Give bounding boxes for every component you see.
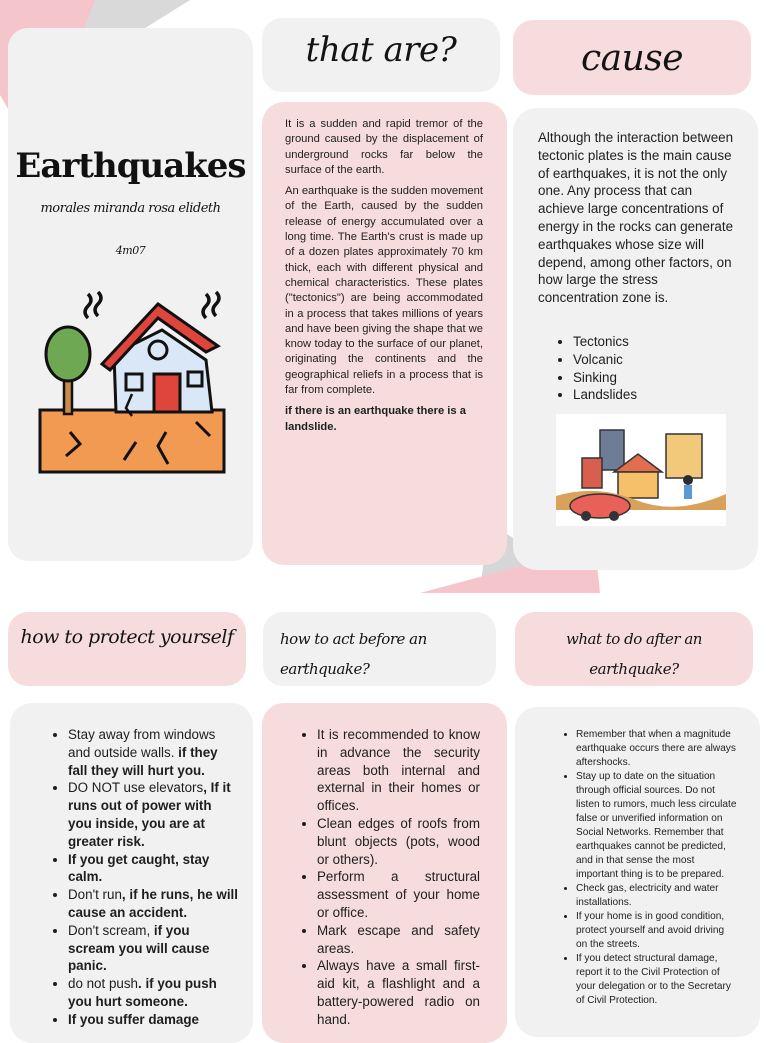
item-emphasis: if you scream you will cause panic. — [68, 922, 210, 974]
protect-list — [48, 726, 238, 1029]
protect-list-item — [68, 975, 238, 1011]
item-emphasis: , if he runs, he will cause an accident. — [68, 887, 238, 920]
protect-list-item — [68, 886, 238, 922]
before-list-item: • Perform a structural assessment of your home or office. — [317, 868, 480, 921]
cause-list-item: • Tectonics — [573, 333, 733, 351]
after-list-item: • If your home is in good condition, protect yourself and avoid driving on the streets. — [576, 910, 738, 952]
after-list-item: • Stay up to date on the situation through official sources. Do not listen to rumors, much less circulate false or unverified information on Social Networks. Remember that earthquakes cannot be predicted, and in that sense the most important thing is to be prepared. — [576, 770, 738, 882]
item-emphasis: If you suffer damage — [68, 1011, 199, 1027]
protect-heading: how to protect yourself — [20, 626, 234, 648]
after-heading-line-1: what to do after an — [566, 630, 702, 648]
protect-list-item — [68, 851, 238, 887]
what-are-text — [285, 117, 483, 441]
before-heading — [280, 624, 480, 684]
item-text: Stay away from windows and outside walls. — [68, 727, 216, 760]
item-emphasis: . if you push you hurt someone. — [68, 976, 217, 1009]
after-heading-line-2: earthquake? — [589, 660, 679, 678]
page-title: Earthquakes — [15, 146, 246, 186]
house-earthquake-illustration — [36, 282, 236, 482]
before-list — [297, 726, 480, 1029]
protect-list-item — [68, 922, 238, 975]
item-emphasis: If you get caught, stay calm. — [68, 851, 210, 885]
before-list-item: • Always have a small first-aid kit, a flashlight and a battery-powered radio on hand. — [317, 957, 480, 1028]
group-label: 4m07 — [115, 244, 146, 257]
before-list-item: • It is recommended to know in advance the security areas both internal and external in their homes or offices. — [317, 726, 480, 815]
after-list-item: • Check gas, electricity and water installations. — [576, 882, 738, 910]
what-are-paragraph-2: An earthquake is the sudden movement of the Earth, caused by the sudden release of energy accumulated over a long time. The Earth's crust is made up of a dozen plates approximately 70 km thick, each with different physical and chemical characteristics. These plates ("tectonics") are being accommodated in a process that takes millions of years and have been giving the shape that we know today to the surface of our planet, originating the continents and the geographical reliefs in a process that is far from complete. — [285, 185, 483, 397]
after-list — [560, 728, 738, 1008]
before-list-item: • Mark escape and safety areas. — [317, 922, 480, 958]
before-list-item: • Clean edges of roofs from blunt objects (pots, wood or others). — [317, 815, 480, 868]
city-damage-illustration — [556, 414, 726, 526]
item-emphasis: , If it runs out of power with you inside, you are at greater risk. — [68, 780, 231, 849]
before-heading-line-1: how to act before an — [280, 630, 427, 648]
protect-heading-box — [8, 612, 246, 686]
cause-list — [553, 333, 733, 404]
cause-list-item: • Sinking — [573, 369, 733, 387]
what-are-paragraph-3: if there is an earthquake there is a landslide. — [285, 405, 466, 433]
cause-list-item: • Landslides — [573, 386, 733, 404]
author-name: morales miranda rosa elideth — [40, 201, 221, 216]
before-heading-line-2: earthquake? — [280, 660, 370, 678]
after-list-item: • If you detect structural damage, report it to the Civil Protection of your delegation or to the Secretary of Civil Protection. — [576, 952, 738, 1008]
what-are-paragraph-1: It is a sudden and rapid tremor of the ground caused by the displacement of underground rocks far below the surface of the earth. — [285, 118, 483, 176]
item-text: Don't scream, — [68, 922, 154, 938]
item-text: do not push — [68, 976, 138, 992]
protect-list-item — [68, 779, 238, 850]
cause-heading: cause — [580, 38, 684, 79]
what-are-heading: that are? — [305, 30, 457, 70]
after-list-item: • Remember that when a magnitude earthquake occurs there are always aftershocks. — [576, 728, 738, 770]
item-text: Don't run — [68, 887, 122, 903]
cause-text: Although the interaction between tectonic plates is the main cause of earthquakes, it is not the only one. Any process that can achieve large concentrations of energy in the rocks can generate earthquakes whose size will depend, among other factors, on how large the stress concentration zone is. — [538, 130, 734, 306]
item-emphasis: if they fall they will hurt you. — [68, 744, 218, 778]
protect-list-item — [68, 1011, 238, 1029]
after-heading — [515, 624, 753, 684]
protect-list-item — [68, 726, 238, 779]
cause-list-item: • Volcanic — [573, 351, 733, 369]
item-text: DO NOT use elevators — [68, 780, 204, 796]
